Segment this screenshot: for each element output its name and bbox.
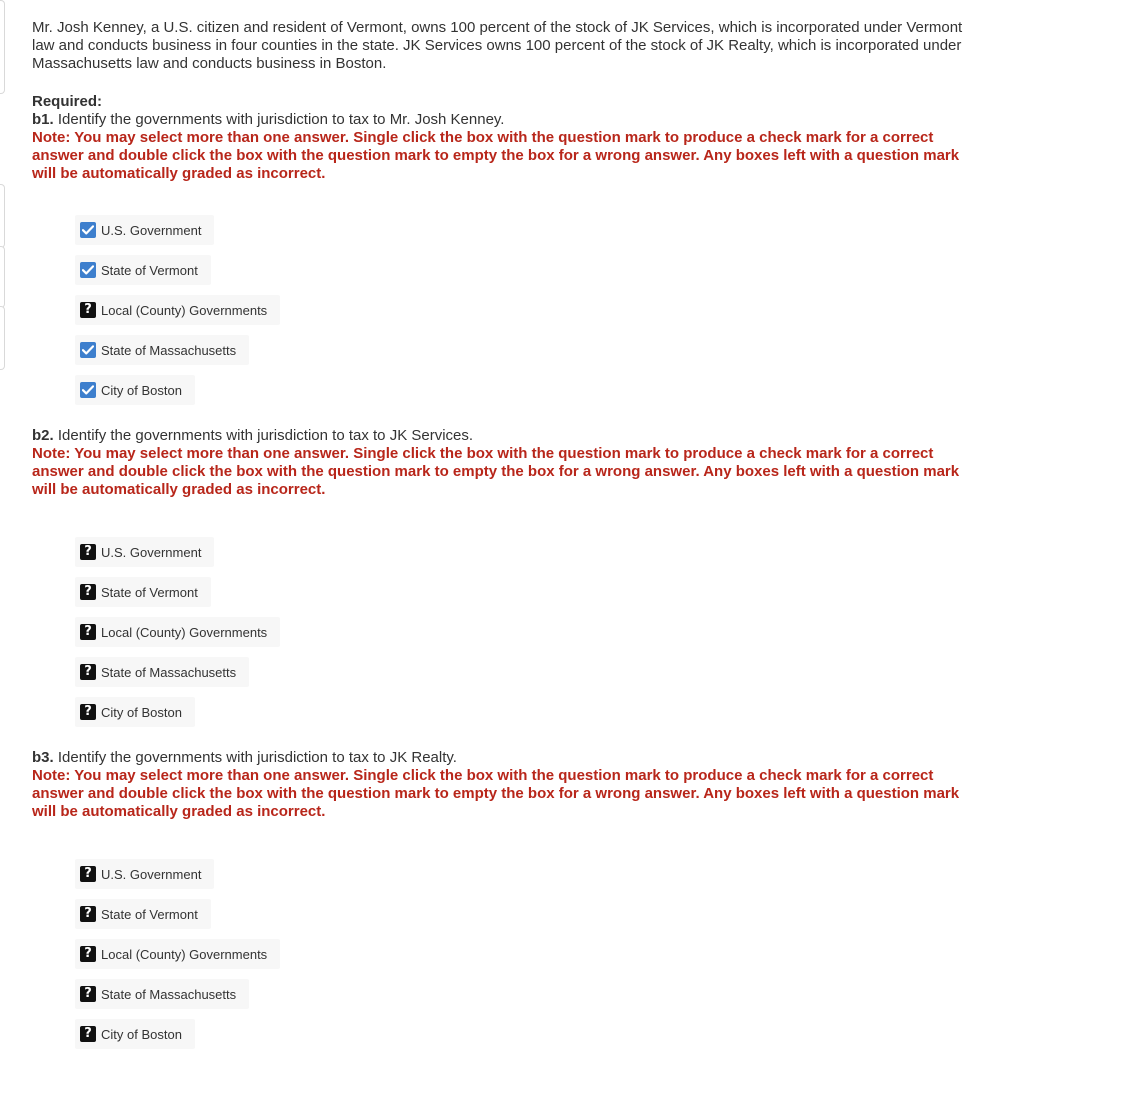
check-icon[interactable] bbox=[80, 382, 96, 398]
answer-option-label: City of Boston bbox=[101, 1026, 182, 1042]
answer-option-label: State of Vermont bbox=[101, 584, 198, 600]
answer-option-label: State of Massachusetts bbox=[101, 342, 237, 358]
question-mark-icon[interactable]: ? bbox=[80, 544, 96, 560]
answer-option-label: City of Boston bbox=[101, 704, 182, 720]
answer-option[interactable] bbox=[75, 617, 280, 647]
question-id: b1. bbox=[32, 111, 54, 128]
question-id: b3. bbox=[32, 749, 54, 766]
answer-option[interactable] bbox=[75, 697, 195, 727]
answer-option-label: State of Massachusetts bbox=[101, 986, 237, 1002]
answer-option-row bbox=[75, 537, 982, 577]
question-mark-icon[interactable]: ? bbox=[80, 946, 96, 962]
question-mark-icon[interactable]: ? bbox=[80, 664, 96, 680]
answer-option-label: U.S. Government bbox=[101, 866, 202, 882]
answer-option-row bbox=[75, 375, 982, 415]
question-b3-label bbox=[32, 749, 982, 767]
answer-option[interactable] bbox=[75, 295, 280, 325]
question-mark-icon[interactable]: ? bbox=[80, 1026, 96, 1042]
question-id: b2. bbox=[32, 427, 54, 444]
answer-options bbox=[75, 859, 982, 1059]
question-mark-icon[interactable]: ? bbox=[80, 906, 96, 922]
answer-option-row bbox=[75, 939, 982, 979]
answer-option[interactable] bbox=[75, 859, 214, 889]
question-mark-icon[interactable]: ? bbox=[80, 624, 96, 640]
question-b3 bbox=[32, 749, 982, 1059]
answer-option[interactable] bbox=[75, 577, 211, 607]
check-icon[interactable] bbox=[80, 222, 96, 238]
left-edge-tab bbox=[0, 306, 5, 370]
answer-option[interactable] bbox=[75, 215, 214, 245]
question-mark-icon[interactable]: ? bbox=[80, 866, 96, 882]
answer-option-row bbox=[75, 335, 982, 375]
answer-option-label: Local (County) Governments bbox=[101, 624, 268, 640]
question-content bbox=[32, 19, 982, 1059]
problem-intro: Mr. Josh Kenney, a U.S. citizen and resident of Vermont, owns 100 percent of the stock of JK Services, which is incorporated under Vermont law and conducts business in four counties in the state. JK Services owns 100 percent of the stock of JK Realty, which is incorporated under Massachusetts law and conducts business in Boston. bbox=[32, 19, 963, 72]
answer-option-label: Local (County) Governments bbox=[101, 302, 268, 318]
answer-option-row bbox=[75, 697, 982, 737]
answer-option-row bbox=[75, 657, 982, 697]
question-note: Note: You may select more than one answer. Single click the box with the question mark to produce a check mark for a correct answer and double click the box with the question mark to empty the box for a wrong answer. Any boxes left with a question mark will be automatically graded as incorrect. bbox=[32, 445, 960, 498]
required-heading: Required: bbox=[32, 93, 103, 110]
check-icon[interactable] bbox=[80, 342, 96, 358]
answer-option-label: U.S. Government bbox=[101, 222, 202, 238]
question-mark-icon[interactable]: ? bbox=[80, 584, 96, 600]
answer-option[interactable] bbox=[75, 939, 280, 969]
answer-option-row bbox=[75, 295, 982, 335]
answer-option[interactable] bbox=[75, 335, 249, 365]
answer-option-label: U.S. Government bbox=[101, 544, 202, 560]
question-prompt: Identify the governments with jurisdiction to tax to JK Services. bbox=[57, 427, 474, 444]
question-prompt: Identify the governments with jurisdiction to tax to Mr. Josh Kenney. bbox=[57, 111, 505, 128]
answer-option-row bbox=[75, 979, 982, 1019]
answer-option[interactable] bbox=[75, 375, 195, 405]
check-icon[interactable] bbox=[80, 262, 96, 278]
answer-option-row bbox=[75, 859, 982, 899]
answer-option-row bbox=[75, 1019, 982, 1059]
left-edge-tab bbox=[0, 0, 5, 94]
answer-option-label: Local (County) Governments bbox=[101, 946, 268, 962]
answer-option-row bbox=[75, 215, 982, 255]
answer-option-label: State of Vermont bbox=[101, 262, 198, 278]
answer-option-row bbox=[75, 577, 982, 617]
answer-option[interactable] bbox=[75, 1019, 195, 1049]
question-mark-icon[interactable]: ? bbox=[80, 704, 96, 720]
question-b2-label bbox=[32, 427, 982, 445]
answer-option[interactable] bbox=[75, 899, 211, 929]
left-edge-tab bbox=[0, 184, 5, 248]
answer-option[interactable] bbox=[75, 537, 214, 567]
answer-option[interactable] bbox=[75, 657, 249, 687]
question-note: Note: You may select more than one answer. Single click the box with the question mark to produce a check mark for a correct answer and double click the box with the question mark to empty the box for a wrong answer. Any boxes left with a question mark will be automatically graded as incorrect. bbox=[32, 129, 960, 182]
answer-option-label: State of Vermont bbox=[101, 906, 198, 922]
question-note: Note: You may select more than one answer. Single click the box with the question mark to produce a check mark for a correct answer and double click the box with the question mark to empty the box for a wrong answer. Any boxes left with a question mark will be automatically graded as incorrect. bbox=[32, 767, 960, 820]
answer-options bbox=[75, 215, 982, 415]
question-b1-label bbox=[32, 111, 982, 129]
answer-options bbox=[75, 537, 982, 737]
answer-option-row bbox=[75, 255, 982, 295]
answer-option-label: City of Boston bbox=[101, 382, 182, 398]
question-b2 bbox=[32, 427, 982, 737]
question-prompt: Identify the governments with jurisdiction to tax to JK Realty. bbox=[57, 749, 457, 766]
question-mark-icon[interactable]: ? bbox=[80, 302, 96, 318]
answer-option-row bbox=[75, 899, 982, 939]
answer-option-row bbox=[75, 617, 982, 657]
answer-option-label: State of Massachusetts bbox=[101, 664, 237, 680]
question-mark-icon[interactable]: ? bbox=[80, 986, 96, 1002]
answer-option[interactable] bbox=[75, 979, 249, 1009]
answer-option[interactable] bbox=[75, 255, 211, 285]
question-b1 bbox=[32, 111, 982, 415]
left-edge-tab bbox=[0, 246, 5, 308]
